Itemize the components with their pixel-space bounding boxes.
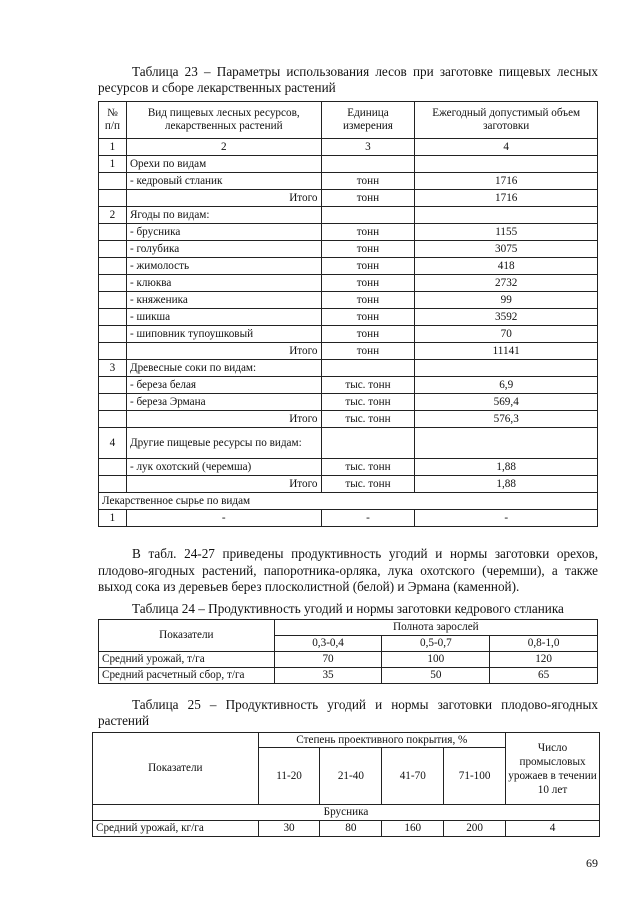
row-unit: тыс. тонн [321, 394, 415, 411]
table-row [99, 309, 598, 326]
row-name: - шикша [126, 309, 321, 326]
row-unit: тонн [321, 258, 415, 275]
row-num [99, 377, 127, 394]
row-unit: тонн [321, 190, 415, 207]
row-num [99, 258, 127, 275]
row-name: - княженика [126, 292, 321, 309]
table-row [99, 156, 598, 173]
row-value [415, 207, 598, 224]
body-paragraph: В табл. 24-27 приведены продуктивность угодий и нормы заготовки орехов, плодово-ягодных растений, папоротника-орляка, лука охотского (черемши), а также выход сока из деревьев берез плосколистной (белой) и Эрмана (каменной). [98, 546, 598, 594]
row-value: 418 [415, 258, 598, 275]
row-num [99, 343, 127, 360]
row-value: 120 [490, 652, 598, 668]
row-unit: тыс. тонн [321, 476, 415, 493]
row-unit: тонн [321, 275, 415, 292]
row-num [99, 411, 127, 428]
header-range: 21-40 [320, 748, 382, 805]
col-number: 1 [99, 139, 127, 156]
row-unit: тонн [321, 309, 415, 326]
medicinal-row [99, 510, 598, 527]
row-name: - жимолость [126, 258, 321, 275]
header-range: 41-70 [382, 748, 444, 805]
header-num: № п/п [99, 102, 127, 139]
row-value: 3075 [415, 241, 598, 258]
row-name: - голубика [126, 241, 321, 258]
row-unit: тонн [321, 292, 415, 309]
row-name: Итого [126, 476, 321, 493]
row-num [99, 190, 127, 207]
row-name: - кедровый стланик [126, 173, 321, 190]
row-name: - [126, 510, 321, 527]
page-number: 69 [586, 856, 598, 870]
column-number-row [99, 139, 598, 156]
table-row [99, 476, 598, 493]
row-name: - лук охотский (черемша) [126, 459, 321, 476]
row-value [415, 428, 598, 459]
table-25 [92, 732, 600, 837]
table-row [99, 173, 598, 190]
row-label: Средний расчетный сбор, т/га [99, 668, 275, 684]
header-harvest-count: Число промысловых урожаев в течении 10 лет [506, 733, 600, 805]
row-num: 2 [99, 207, 127, 224]
row-unit: тыс. тонн [321, 377, 415, 394]
row-name: Другие пищевые ресурсы по видам: [126, 428, 321, 459]
row-name: Итого [126, 190, 321, 207]
table-row [99, 343, 598, 360]
row-value [415, 360, 598, 377]
table-row [99, 652, 598, 668]
row-value: 80 [320, 821, 382, 837]
row-value: 569,4 [415, 394, 598, 411]
col-number: 4 [415, 139, 598, 156]
row-value: 6,9 [415, 377, 598, 394]
header-range: 0,3-0,4 [274, 636, 382, 652]
table-row [99, 207, 598, 224]
row-num: 4 [99, 428, 127, 459]
row-name: - клюква [126, 275, 321, 292]
row-unit: тонн [321, 326, 415, 343]
row-value: 65 [490, 668, 598, 684]
row-num [99, 309, 127, 326]
row-value: 1716 [415, 173, 598, 190]
row-unit: тыс. тонн [321, 459, 415, 476]
table-23 [98, 101, 598, 527]
row-name: - брусника [126, 224, 321, 241]
row-label: Средний урожай, т/га [99, 652, 275, 668]
row-name: - береза Эрмана [126, 394, 321, 411]
table-row [99, 292, 598, 309]
row-name: Итого [126, 411, 321, 428]
row-value: 11141 [415, 343, 598, 360]
row-num [99, 275, 127, 292]
row-num [99, 476, 127, 493]
table-row [99, 258, 598, 275]
table-row [99, 668, 598, 684]
row-value: 1155 [415, 224, 598, 241]
table-row [99, 241, 598, 258]
row-unit: - [321, 510, 415, 527]
row-value: 2732 [415, 275, 598, 292]
row-value: 50 [382, 668, 490, 684]
row-unit: тонн [321, 173, 415, 190]
row-value: 99 [415, 292, 598, 309]
header-coverage: Степень проективного покрытия, % [258, 733, 505, 748]
table-23-body [99, 156, 598, 493]
row-num: 1 [99, 510, 127, 527]
table-row [99, 360, 598, 377]
header-range: 11-20 [258, 748, 320, 805]
row-unit [321, 156, 415, 173]
row-unit: тонн [321, 241, 415, 258]
row-num: 3 [99, 360, 127, 377]
table-row [99, 394, 598, 411]
header-resource: Вид пищевых лесных ресурсов, лекарственных растений [126, 102, 321, 139]
row-unit [321, 428, 415, 459]
row-label: Средний урожай, кг/га [93, 821, 259, 837]
table-row [99, 275, 598, 292]
row-num [99, 173, 127, 190]
header-unit: Единица измерения [321, 102, 415, 139]
row-value: 200 [444, 821, 506, 837]
table-row [99, 459, 598, 476]
row-num [99, 292, 127, 309]
row-value: 35 [274, 668, 382, 684]
header-indicators: Показатели [99, 620, 275, 652]
row-name: Орехи по видам [126, 156, 321, 173]
col-number: 3 [321, 139, 415, 156]
row-value: 100 [382, 652, 490, 668]
table-row [99, 326, 598, 343]
row-value: 576,3 [415, 411, 598, 428]
table-24 [98, 619, 598, 684]
row-value: 160 [382, 821, 444, 837]
row-num [99, 224, 127, 241]
row-count: 4 [506, 821, 600, 837]
row-unit [321, 207, 415, 224]
row-name: Ягоды по видам: [126, 207, 321, 224]
row-value: 3592 [415, 309, 598, 326]
header-range: 0,8-1,0 [490, 636, 598, 652]
row-num [99, 241, 127, 258]
table-24-caption: Таблица 24 – Продуктивность угодий и нормы заготовки кедрового стланика [132, 601, 564, 616]
row-num [99, 394, 127, 411]
header-volume: Ежегодный допустимый объем заготовки [415, 102, 598, 139]
row-value: 1716 [415, 190, 598, 207]
table-25-caption: Таблица 25 – Продуктивность угодий и нормы заготовки плодово-ягодных растений [98, 697, 598, 728]
table-row [99, 377, 598, 394]
table-row [99, 224, 598, 241]
row-value: - [415, 510, 598, 527]
table-row [99, 190, 598, 207]
table-row [93, 821, 600, 837]
row-unit [321, 360, 415, 377]
header-range: 0,5-0,7 [382, 636, 490, 652]
header-density: Полнота зарослей [274, 620, 597, 636]
row-name: - шиповник тупоушковый [126, 326, 321, 343]
medicinal-header: Лекарственное сырье по видам [99, 493, 598, 510]
row-num [99, 326, 127, 343]
table-header-row [99, 102, 598, 139]
header-range: 71-100 [444, 748, 506, 805]
row-unit: тонн [321, 343, 415, 360]
table-header-row [93, 733, 600, 748]
row-value: 1,88 [415, 459, 598, 476]
row-num: 1 [99, 156, 127, 173]
row-name: - береза белая [126, 377, 321, 394]
table-row [99, 428, 598, 459]
row-value: 30 [258, 821, 320, 837]
header-indicators: Показатели [93, 733, 259, 805]
row-value [415, 156, 598, 173]
row-unit: тонн [321, 224, 415, 241]
table-23-caption: Таблица 23 – Параметры использования лесов при заготовке пищевых лесных ресурсов и сборе лекарственных растений [98, 64, 598, 95]
table-row [99, 411, 598, 428]
row-unit: тыс. тонн [321, 411, 415, 428]
row-value: 70 [415, 326, 598, 343]
medicinal-header-row [99, 493, 598, 510]
row-name: Итого [126, 343, 321, 360]
row-name: Древесные соки по видам: [126, 360, 321, 377]
row-value: 70 [274, 652, 382, 668]
table-header-row [99, 620, 598, 636]
row-value: 1,88 [415, 476, 598, 493]
section-row [93, 805, 600, 821]
col-number: 2 [126, 139, 321, 156]
section-label: Брусника [93, 805, 600, 821]
row-num [99, 459, 127, 476]
